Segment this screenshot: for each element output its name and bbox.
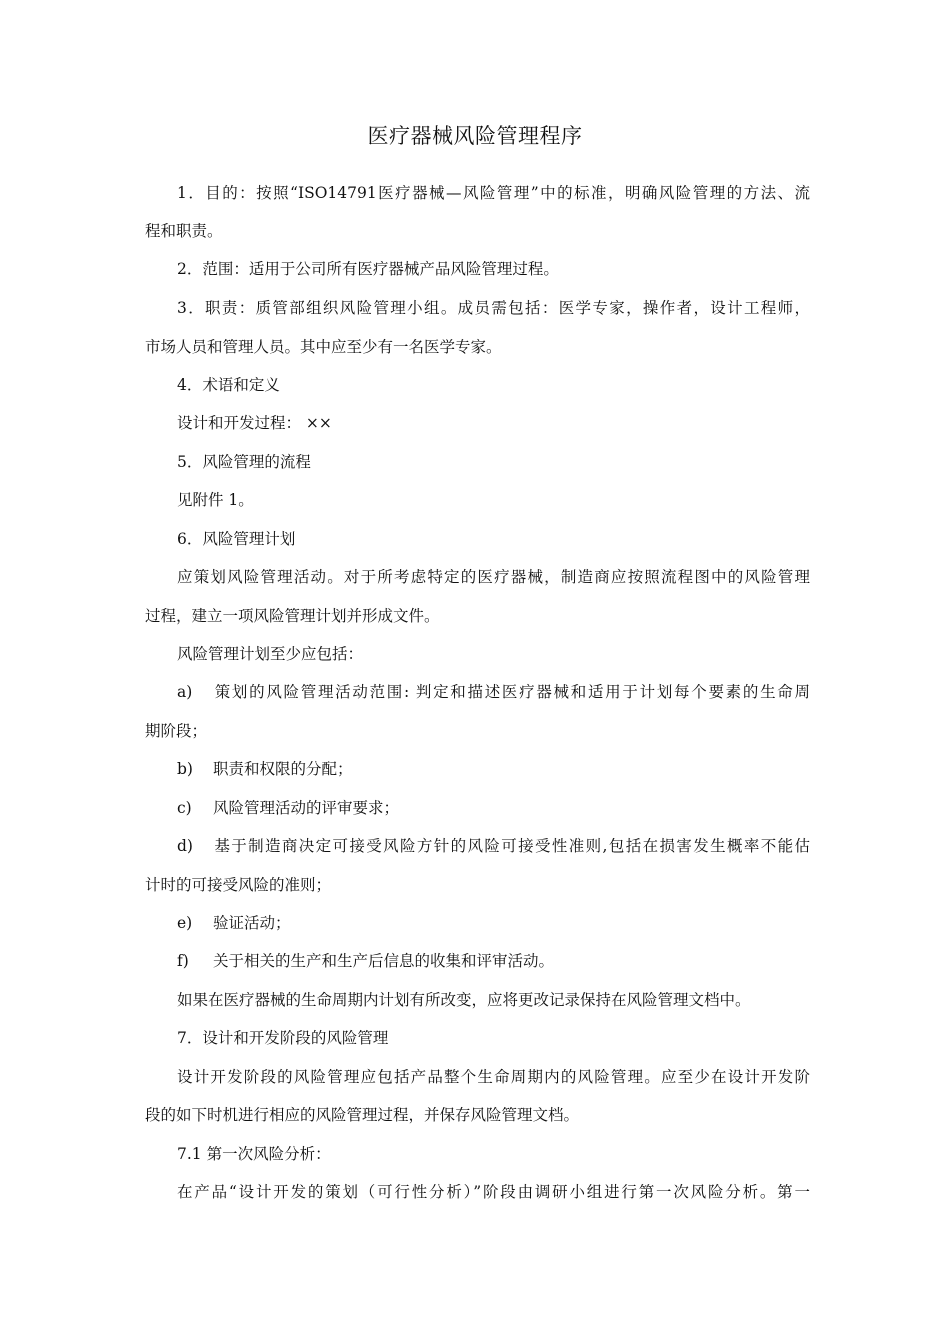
paragraph-line: 风险管理计划至少应包括： — [177, 645, 364, 663]
section-heading: 4．术语和定义 — [177, 376, 280, 394]
list-marker: c) — [177, 799, 192, 817]
list-item-continuation: 计时的可接受风险的准则； — [145, 876, 332, 894]
paragraph-line: 设计和开发过程： ×× — [177, 414, 332, 432]
list-item — [177, 679, 810, 705]
list-item-text: 关于相关的生产和生产后信息的收集和评审活动。 — [213, 952, 555, 970]
list-item-text: 验证活动； — [213, 914, 291, 932]
paragraph-line: 市场人员和管理人员。其中应至少有一名医学专家。 — [145, 338, 502, 356]
list-item-continuation: 期阶段； — [145, 722, 208, 740]
paragraph-line: 见附件 1。 — [177, 491, 254, 509]
paragraph-line: 如果在医疗器械的生命周期内计划有所改变，应将更改记录保持在风险管理文档中。 — [177, 991, 751, 1009]
subsection-heading: 7.1 第一次风险分析： — [177, 1145, 331, 1163]
paragraph-line: 2．范围：适用于公司所有医疗器械产品风险管理过程。 — [177, 260, 559, 278]
paragraph-line: 过程，建立一项风险管理计划并形成文件。 — [145, 607, 440, 625]
list-item — [177, 795, 810, 821]
paragraph-line: 1．目的：按照“ISO14791医疗器械—风险管理”中的标准，明确风险管理的方法、流 — [177, 184, 810, 202]
list-marker: d) — [177, 837, 193, 855]
list-item-text: 策划的风险管理活动范围: 判定和描述医疗器械和适用于计划每个要素的生命周 — [213, 683, 810, 701]
list-item — [177, 833, 810, 859]
list-marker: a) — [177, 683, 193, 701]
paragraph-line: 设计开发阶段的风险管理应包括产品整个生命周期内的风险管理。应至少在设计开发阶 — [177, 1068, 810, 1086]
list-item — [177, 756, 810, 782]
list-item-text: 职责和权限的分配； — [213, 760, 353, 778]
list-marker: e) — [177, 914, 193, 932]
section-heading: 6．风险管理计划 — [177, 530, 296, 548]
paragraph-line: 3．职责：质管部组织风险管理小组。成员需包括：医学专家，操作者，设计工程师， — [177, 299, 810, 317]
list-item-text: 基于制造商决定可接受风险方针的风险可接受性准则,包括在损害发生概率不能估 — [213, 837, 810, 855]
page-title: 医疗器械风险管理程序 — [367, 124, 583, 148]
list-marker: b) — [177, 760, 193, 778]
list-marker: f) — [177, 952, 189, 970]
list-item — [177, 948, 810, 974]
paragraph-line: 程和职责。 — [145, 222, 223, 240]
paragraph-line: 在产品“设计开发的策划（可行性分析）”阶段由调研小组进行第一次风险分析。第一 — [177, 1183, 810, 1201]
section-heading: 7．设计和开发阶段的风险管理 — [177, 1029, 389, 1047]
paragraph-line: 段的如下时机进行相应的风险管理过程，并保存风险管理文档。 — [145, 1106, 580, 1124]
paragraph-line: 应策划风险管理活动。对于所考虑特定的医疗器械，制造商应按照流程图中的风险管理 — [177, 568, 810, 586]
list-item — [177, 910, 810, 936]
list-item-text: 风险管理活动的评审要求； — [213, 799, 400, 817]
section-heading: 5．风险管理的流程 — [177, 453, 311, 471]
